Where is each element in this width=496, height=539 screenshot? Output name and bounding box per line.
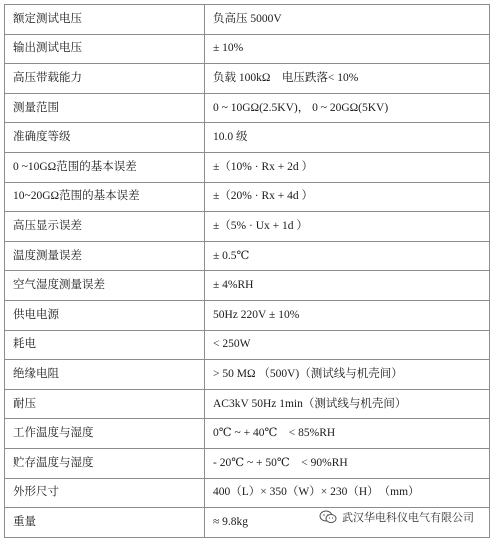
spec-value: 10.0 级 xyxy=(205,123,490,153)
spec-label: 供电电源 xyxy=(5,300,205,330)
table-row xyxy=(5,419,490,449)
spec-value: < 250W xyxy=(205,330,490,360)
spec-label: 测量范围 xyxy=(5,93,205,123)
spec-label: 耗电 xyxy=(5,330,205,360)
spec-label: 高压显示误差 xyxy=(5,212,205,242)
spec-label: 准确度等级 xyxy=(5,123,205,153)
spec-value: > 50 MΩ （500V)（测试线与机壳间） xyxy=(205,360,490,390)
table-row xyxy=(5,93,490,123)
spec-value: ± 4%RH xyxy=(205,271,490,301)
spec-label: 贮存温度与湿度 xyxy=(5,448,205,478)
table-row xyxy=(5,123,490,153)
table-row xyxy=(5,212,490,242)
table-row xyxy=(5,64,490,94)
spec-table xyxy=(4,4,490,538)
spec-value: ≈ 9.8kg xyxy=(205,508,490,538)
table-row xyxy=(5,330,490,360)
spec-label: 高压带载能力 xyxy=(5,64,205,94)
spec-value: ± 0.5℃ xyxy=(205,241,490,271)
table-row xyxy=(5,478,490,508)
table-row xyxy=(5,271,490,301)
spec-label: 外形尺寸 xyxy=(5,478,205,508)
watermark-text: 武汉华电科仪电气有限公司 xyxy=(342,511,474,524)
watermark xyxy=(317,508,476,526)
spec-label: 输出测试电压 xyxy=(5,34,205,64)
table-row xyxy=(5,448,490,478)
spec-value: - 20℃ ~ + 50℃ < 90%RH xyxy=(205,448,490,478)
spec-label: 温度测量误差 xyxy=(5,241,205,271)
table-row xyxy=(5,360,490,390)
table-row xyxy=(5,5,490,35)
spec-value: 0℃ ~ + 40℃ < 85%RH xyxy=(205,419,490,449)
table-row xyxy=(5,241,490,271)
table-row xyxy=(5,152,490,182)
spec-value: 负载 100kΩ 电压跌落< 10% xyxy=(205,64,490,94)
spec-value: 400（L）× 350（W）× 230（H） （mm） xyxy=(205,478,490,508)
spec-label: 工作温度与湿度 xyxy=(5,419,205,449)
spec-label: 10~20GΩ范围的基本误差 xyxy=(5,182,205,212)
spec-value: ±（5% · Ux + 1d ） xyxy=(205,212,490,242)
spec-table-body xyxy=(5,5,490,538)
spec-value: 0 ~ 10GΩ(2.5KV)， 0 ~ 20GΩ(5KV) xyxy=(205,93,490,123)
spec-value: ± 10% xyxy=(205,34,490,64)
table-row xyxy=(5,182,490,212)
spec-value: AC3kV 50Hz 1min（测试线与机壳间） xyxy=(205,389,490,419)
wechat-icon xyxy=(319,510,337,524)
spec-label: 重量 xyxy=(5,508,205,538)
spec-label: 绝缘电阻 xyxy=(5,360,205,390)
spec-label: 0 ~10GΩ范围的基本误差 xyxy=(5,152,205,182)
table-row xyxy=(5,300,490,330)
spec-value: ±（20% · Rx + 4d ） xyxy=(205,182,490,212)
spec-value: 负高压 5000V xyxy=(205,5,490,35)
spec-value: ±（10% · Rx + 2d ） xyxy=(205,152,490,182)
table-row xyxy=(5,389,490,419)
spec-label: 耐压 xyxy=(5,389,205,419)
table-row xyxy=(5,34,490,64)
spec-label: 额定测试电压 xyxy=(5,5,205,35)
spec-label: 空气湿度测量误差 xyxy=(5,271,205,301)
spec-value: 50Hz 220V ± 10% xyxy=(205,300,490,330)
